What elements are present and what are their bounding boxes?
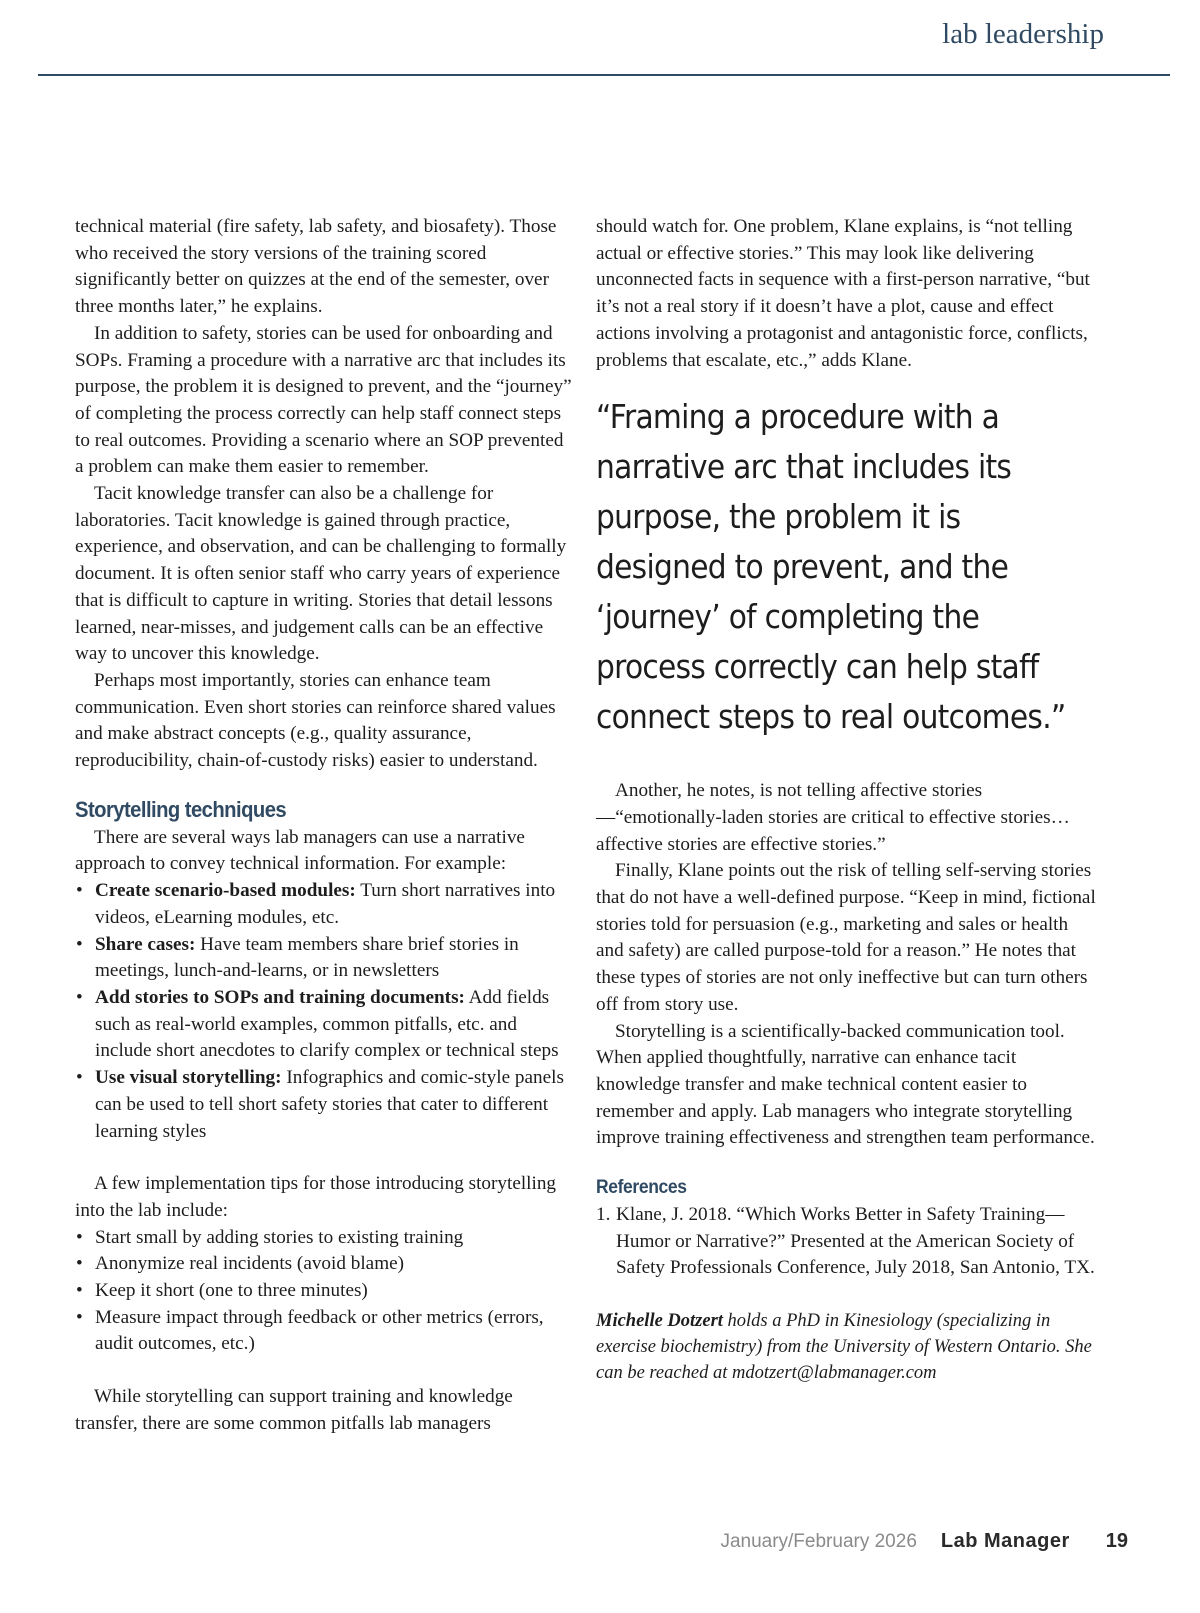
list-item [75, 1065, 575, 1145]
author-name: Michelle Dotzert [596, 1311, 723, 1332]
left-column [75, 214, 575, 1438]
references-heading: References [596, 1177, 687, 1199]
list-item [75, 985, 575, 1065]
right-column [596, 214, 1096, 1386]
body-paragraph: In addition to safety, stories can be used for onboarding and SOPs. Framing a procedure with a narrative arc that includes its purpose, the problem it is designed to prevent, and the “journey” of completing the process correctly can help staff connect steps to real outcomes. Providing a scenario where an SOP prevented a problem can make them easier to remember. [75, 322, 572, 478]
body-paragraph: While storytelling can support training and knowledge transfer, there are some common pitfalls lab managers [75, 1386, 513, 1434]
body-paragraph: A few implementation tips for those introducing storytelling into the lab include: [75, 1173, 557, 1221]
body-paragraph: Another, he notes, is not telling affective stories—“emotionally-laden stories are critical to effective stories…affective stories are effective stories.” [596, 780, 1070, 855]
magazine-name: Lab Manager [940, 1530, 1070, 1552]
issue-date: January/February 2026 [720, 1531, 917, 1552]
list-item-desc: Turn short narratives into videos, eLearning modules, etc. [95, 880, 556, 928]
section-heading: Storytelling techniques [75, 796, 287, 822]
list-item-term: Add stories to SOPs and training documents: [95, 986, 465, 1008]
author-bio-text: holds a PhD in Kinesiology (specializing in exercise biochemistry) from the University of Western Ontario. She can be reached at mdotzert@labmanager.com [596, 1311, 1092, 1384]
list-item [75, 932, 575, 985]
list-item-term: Use visual storytelling: [95, 1067, 282, 1089]
reference-item [596, 1202, 1096, 1282]
list-item [75, 878, 575, 931]
author-bio [596, 1308, 1096, 1386]
body-paragraph: should watch for. One problem, Klane explains, is “not telling actual or effective stories.” This may look like delivering unconnected facts in sequence with a first-person narrative, “but it’s not a real story if it doesn’t have a plot, cause and effect actions involving a protagonist and antagonistic force, conflicts, problems that escalate, etc.,” adds Klane. [596, 216, 1090, 371]
list-item: • Keep it short (one to three minutes) [75, 1278, 575, 1305]
pull-quote: “Framing a procedure with a narrative arc that includes its purpose, the problem it is designed to prevent, and the ‘journey’ of completing the process correctly can help staff connect steps to real outcomes.” [596, 397, 1066, 737]
section-label: lab leadership [942, 18, 1104, 50]
body-paragraph: There are several ways lab managers can use a narrative approach to convey technical information. For example: [75, 826, 525, 875]
reference-text: Klane, J. 2018. “Which Works Better in Safety Training—Humor or Narrative?” Presented at the American Society of Safety Professionals Conference, July 2018, San Antonio, TX. [616, 1204, 1095, 1279]
page-number: 19 [1105, 1530, 1128, 1552]
list-item: • Anonymize real incidents (avoid blame) [75, 1251, 575, 1278]
list-item-term: Share cases: [95, 933, 196, 955]
body-paragraph: technical material (fire safety, lab safety, and biosafety). Those who received the story versions of the training scored significantly better on quizzes at the end of the semester, over three months later,” he explains. [75, 216, 557, 318]
header-rule [38, 74, 1170, 76]
list-item-term: Create scenario-based modules: [95, 880, 356, 902]
techniques-list [75, 878, 575, 1145]
page-footer [720, 1530, 1128, 1553]
body-paragraph: Finally, Klane points out the risk of telling self-serving stories that do not have a well-defined purpose. “Keep in mind, fictional stories told for persuasion (e.g., marketing and sales or health and safety) are called purpose-told for a reason.” He notes that these types of stories are not only ineffective but can turn others off from story use. [596, 860, 1096, 1015]
list-item-desc: Have team members share brief stories in meetings, lunch-and-learns, or in newsletters [95, 933, 519, 982]
list-item: • Start small by adding stories to existing training [75, 1225, 575, 1252]
tips-list [75, 1225, 575, 1359]
list-item-desc: Add fields such as real-world examples, common pitfalls, etc. and include short anecdotes to clarify complex or technical steps [95, 986, 559, 1062]
body-paragraph: Perhaps most importantly, stories can enhance team communication. Even short stories can reinforce shared values and make abstract concepts (e.g., quality assurance, reproducibility, chain-of-custody risks) easier to understand. [75, 669, 556, 772]
body-paragraph: Storytelling is a scientifically-backed communication tool. When applied thoughtfully, narrative can enhance tacit knowledge transfer and make technical content easier to remember and apply. Lab managers who integrate storytelling improve training effectiveness and strengthen team performance. [596, 1020, 1095, 1149]
references-list [596, 1202, 1096, 1282]
reference-number: 1. [596, 1204, 611, 1226]
list-item: • Measure impact through feedback or other metrics (errors, audit outcomes, etc.) [75, 1305, 575, 1358]
list-item-desc: Infographics and comic-style panels can be used to tell short safety stories that cater to different learning styles [95, 1067, 564, 1142]
body-paragraph: Tacit knowledge transfer can also be a challenge for laboratories. Tacit knowledge is gained through practice, experience, and observation, and can be challenging to formally document. It is often senior staff who carry years of experience that is difficult to capture in writing. Stories that detail lessons learned, near-misses, and judgement calls can be an effective way to uncover this knowledge. [75, 483, 567, 665]
